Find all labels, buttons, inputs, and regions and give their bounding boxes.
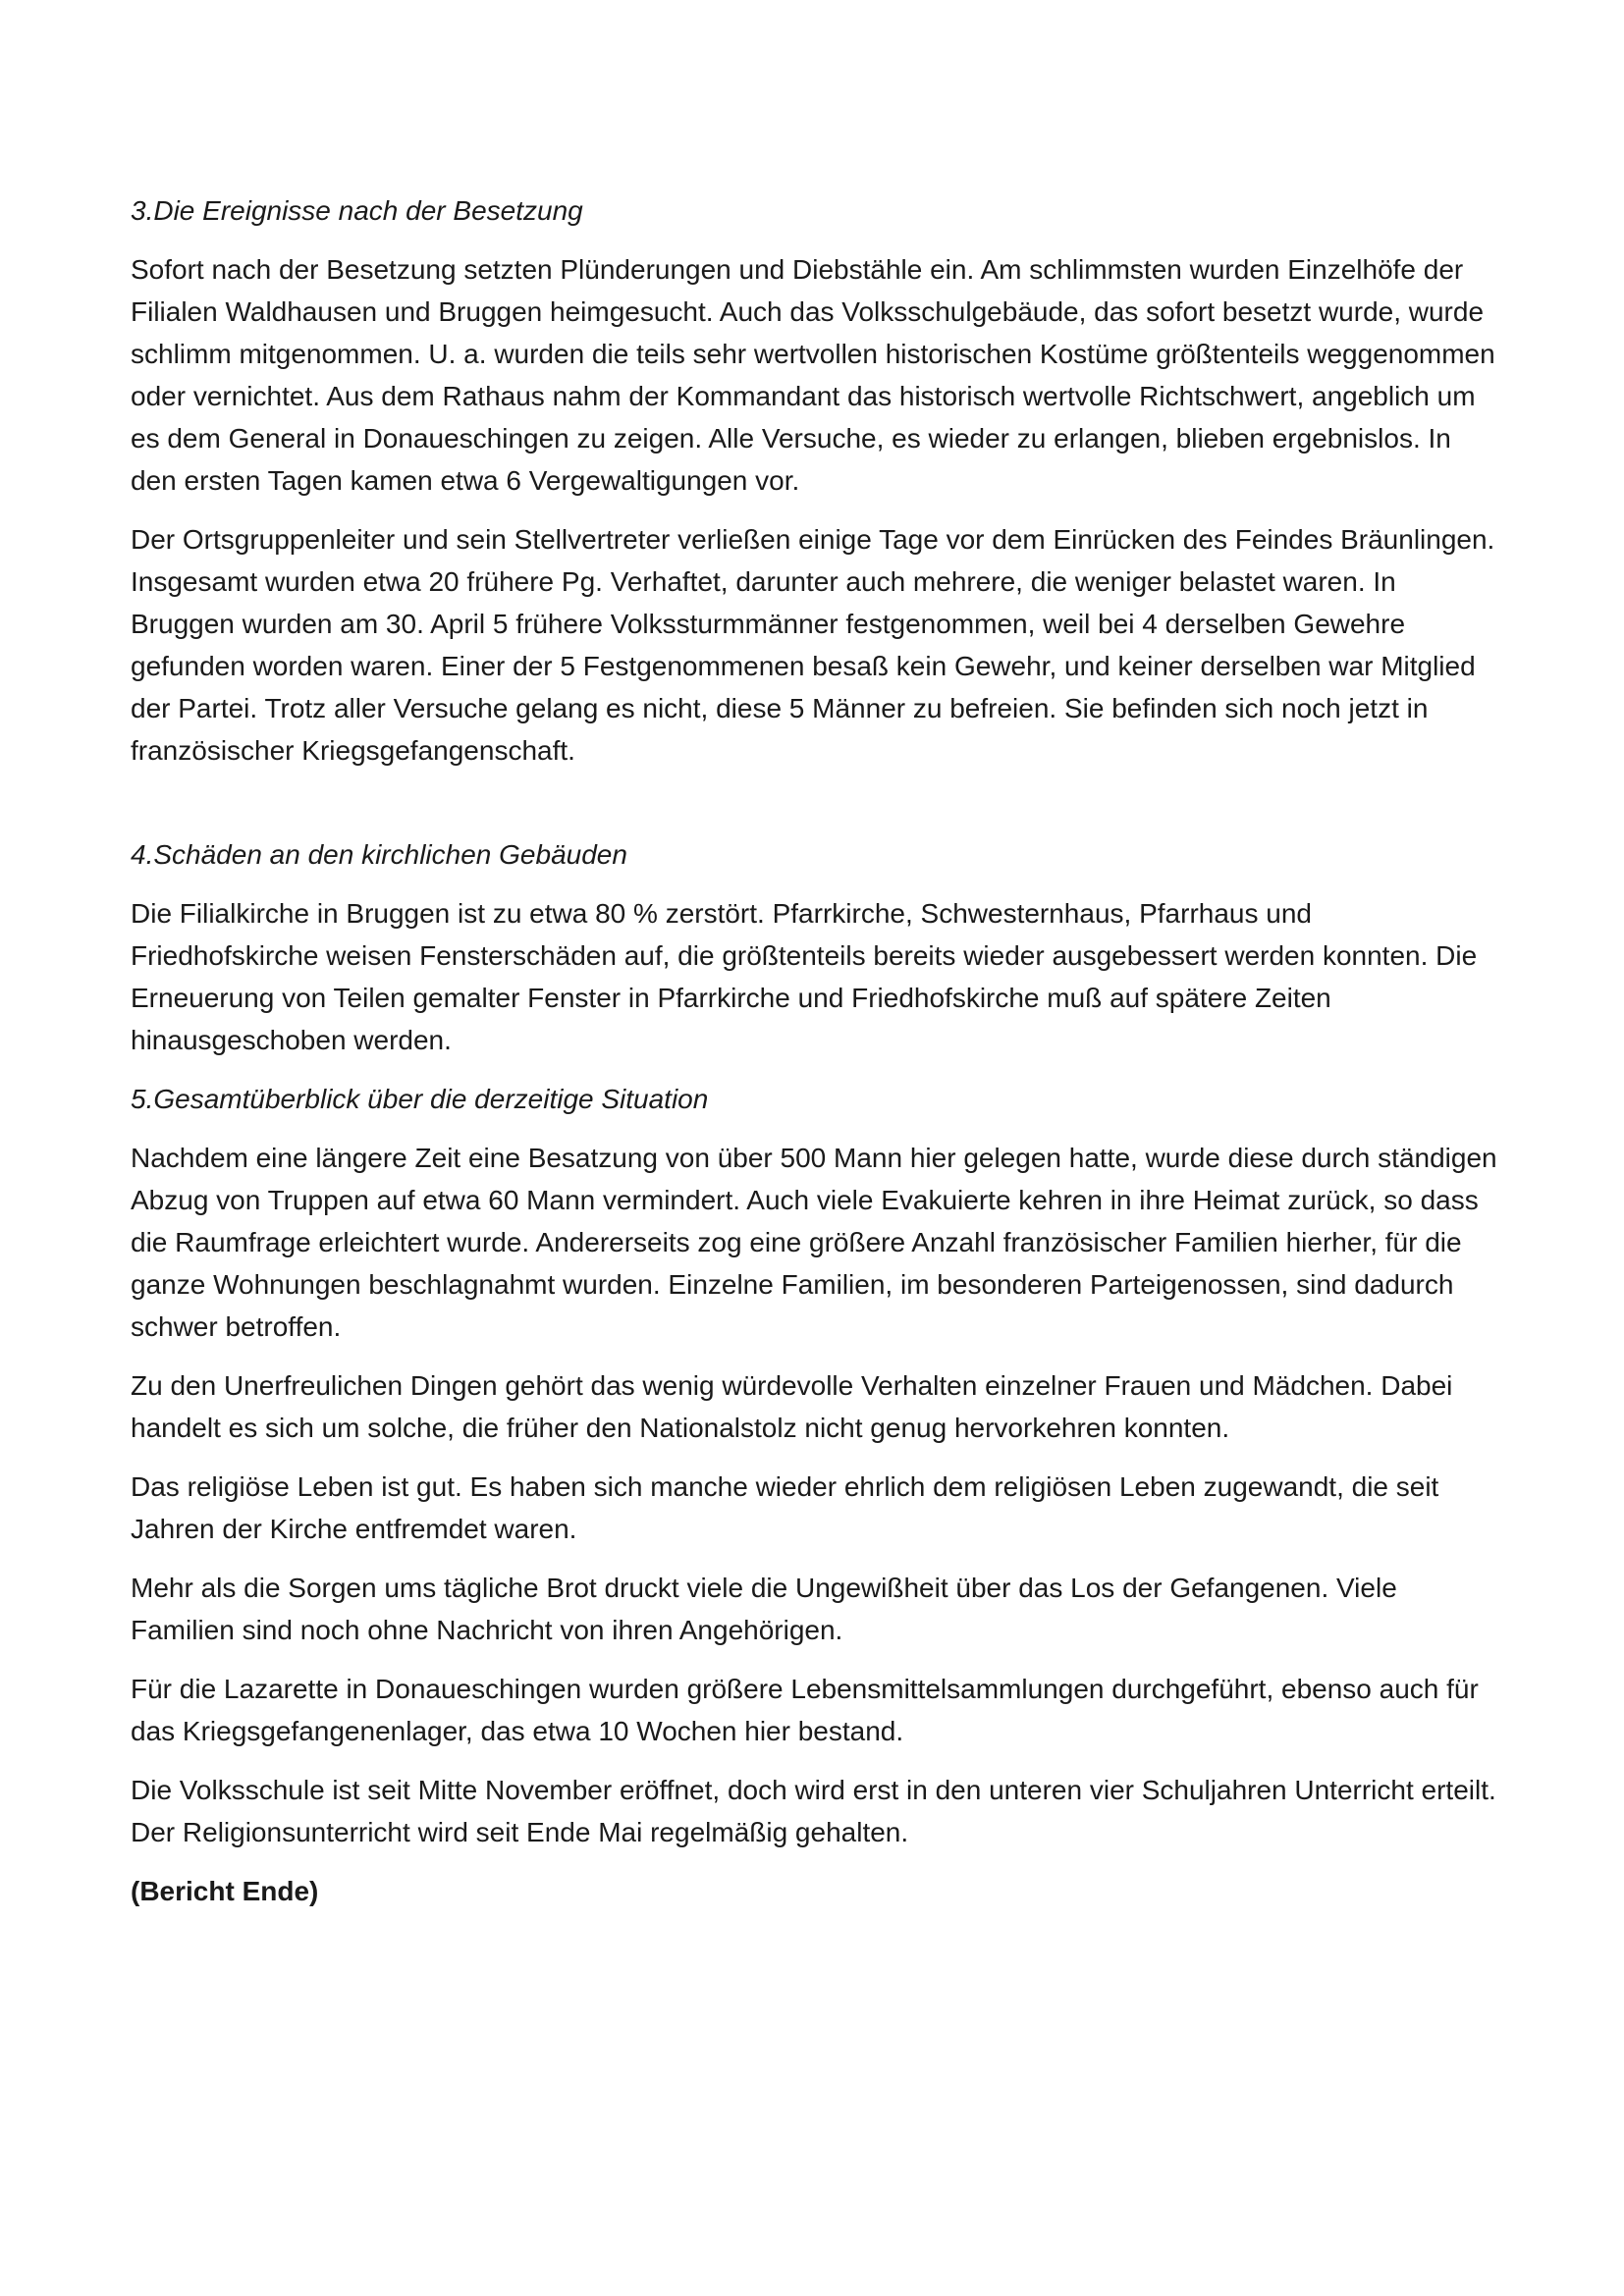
paragraph-lazarette: Für die Lazarette in Donaueschingen wurden größere Lebensmittelsammlungen durchgeführt, ebenso auch für das Kriegsgefangenenlager, das etwa 10 Wochen hier bestand. [131, 1674, 1479, 1746]
paragraph-besatzung: Nachdem eine längere Zeit eine Besatzung von über 500 Mann hier gelegen hatte, wurde diese durch ständigen Abzug von Truppen auf etwa 60 Mann vermindert. Auch viele Evakuierte kehren in ihre Heimat zurück, so dass die Raumfrage erleichtert wurde. Andererseits zog eine größere Anzahl französischer Familien hierher, für die ganze Wohnungen beschlagnahmt wurden. Einzelne Familien, im besonderen Parteigenossen, sind dadurch schwer betroffen. [131, 1143, 1497, 1342]
paragraph-plunderungen: Sofort nach der Besetzung setzten Plünderungen und Diebstähle ein. Am schlimmsten wurden Einzelhöfe der Filialen Waldhausen und Bruggen heimgesucht. Auch das Volksschulgebäude, das sofort besetzt wurde, wurde schlimm mitgenommen. U. a. wurden die teils sehr wertvollen historischen Kostüme größtenteils weggenommen oder vernichtet. Aus dem Rathaus nahm der Kommandant das historisch wertvolle Richtschwert, angeblich um es dem General in Donaueschingen zu zeigen. Alle Versuche, es wieder zu erlangen, blieben ergebnislos. In den ersten Tagen kamen etwa 6 Vergewaltigungen vor. [131, 254, 1495, 496]
paragraph-volksschule: Die Volksschule ist seit Mitte November eröffnet, doch wird erst in den unteren vier Schuljahren Unterricht erteilt. Der Religionsunterricht wird seit Ende Mai regelmäßig gehalten. [131, 1775, 1496, 1847]
closing-line: (Bericht Ende) [131, 1876, 319, 1906]
paragraph-religioeses-leben: Das religiöse Leben ist gut. Es haben sich manche wieder ehrlich dem religiösen Leben zugewandt, die seit Jahren der Kirche entfremdet waren. [131, 1471, 1439, 1544]
paragraph-ortsgruppenleiter: Der Ortsgruppenleiter und sein Stellvertreter verließen einige Tage vor dem Einrücken des Feindes Bräunlingen. Insgesamt wurden etwa 20 frühere Pg. Verhaftet, darunter auch mehrere, die weniger belastet waren. In Bruggen wurden am 30. April 5 frühere Volkssturmmänner festgenommen, weil bei 4 derselben Gewehre gefunden worden waren. Einer der 5 Festgenommenen besaß kein Gewehr, und keiner derselben war Mitglied der Partei. Trotz aller Versuche gelang es nicht, diese 5 Männer zu befreien. Sie befinden sich noch jetzt in französischer Kriegsgefangenschaft. [131, 524, 1495, 766]
section-heading-3: 3.Die Ereignisse nach der Besetzung [131, 195, 583, 226]
section-spacer [131, 788, 1500, 833]
paragraph-kirchenschaeden: Die Filialkirche in Bruggen ist zu etwa 80 % zerstört. Pfarrkirche, Schwesternhaus, Pfarrhaus und Friedhofskirche weisen Fensterschäden auf, die größtenteils bereits wieder ausgebessert werden konnten. Die Erneuerung von Teilen gemalter Fenster in Pfarrkirche und Friedhofskirche muß auf spätere Zeiten hinausgeschoben werden. [131, 898, 1478, 1055]
section-heading-4: 4.Schäden an den kirchlichen Gebäuden [131, 839, 627, 870]
paragraph-gefangene: Mehr als die Sorgen ums tägliche Brot druckt viele die Ungewißheit über das Los der Gefangenen. Viele Familien sind noch ohne Nachricht von ihren Angehörigen. [131, 1573, 1397, 1645]
section-heading-5: 5.Gesamtüberblick über die derzeitige Situation [131, 1084, 709, 1114]
paragraph-frauen: Zu den Unerfreulichen Dingen gehört das wenig würdevolle Verhalten einzelner Frauen und Mädchen. Dabei handelt es sich um solche, die früher den Nationalstolz nicht genug hervorkehren konnten. [131, 1370, 1453, 1443]
